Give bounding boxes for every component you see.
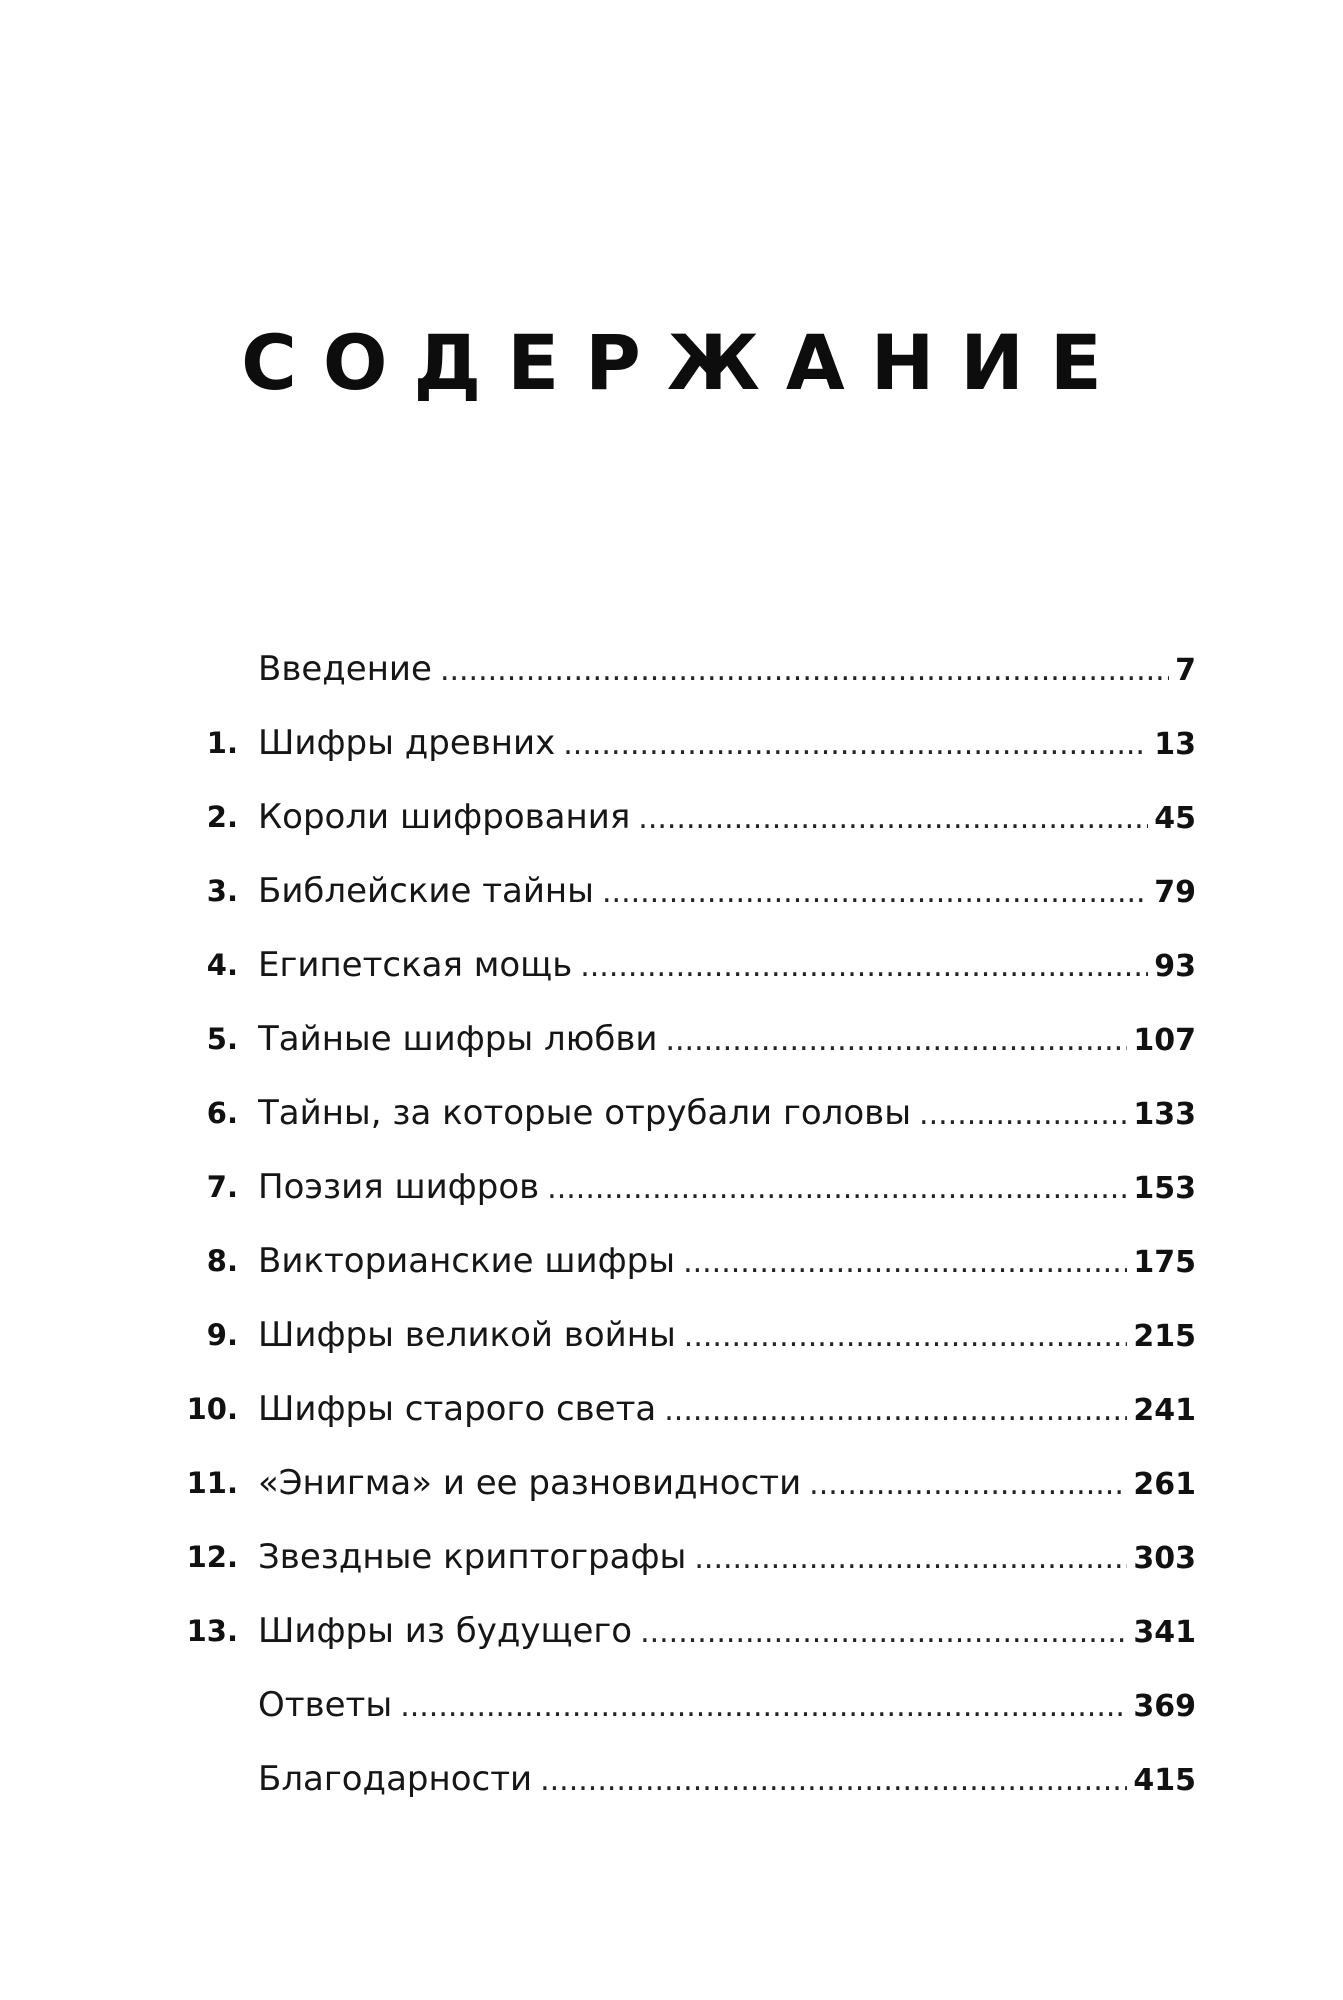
toc-entry: [258, 871, 1196, 911]
toc-entry: [258, 1611, 1196, 1651]
dot-leader: [563, 727, 1148, 762]
chapter-title: Тайны, за которые отрубали головы: [258, 1093, 912, 1133]
table-of-contents: [170, 632, 1196, 1816]
page-number: 153: [1133, 1171, 1196, 1206]
chapter-title: Ответы: [258, 1685, 393, 1725]
dot-leader: [547, 1171, 1127, 1206]
toc-item[interactable]: [170, 1668, 1196, 1742]
chapter-number: 9.: [206, 1318, 238, 1352]
toc-item[interactable]: [170, 1742, 1196, 1816]
toc-item[interactable]: [170, 706, 1196, 780]
toc-item[interactable]: [170, 928, 1196, 1002]
chapter-title: Звездные криптографы: [258, 1537, 687, 1577]
toc-item[interactable]: [170, 1224, 1196, 1298]
page-number: 303: [1133, 1541, 1196, 1576]
dot-leader: [694, 1541, 1127, 1576]
page-number: 79: [1154, 875, 1196, 910]
chapter-title: Короли шифрования: [258, 797, 631, 837]
chapter-title: Благодарности: [258, 1759, 533, 1799]
chapter-number: 4.: [206, 948, 238, 982]
chapter-title: Шифры великой войны: [258, 1315, 676, 1355]
toc-item[interactable]: [170, 632, 1196, 706]
page-number: 7: [1175, 653, 1196, 688]
page-number: 175: [1133, 1245, 1196, 1280]
toc-item[interactable]: [170, 1298, 1196, 1372]
toc-entry: [258, 1315, 1196, 1355]
toc-item[interactable]: [170, 1594, 1196, 1668]
page-number: 13: [1154, 727, 1196, 762]
chapter-title: Библейские тайны: [258, 871, 594, 911]
toc-entry: [258, 945, 1196, 985]
chapter-number: 7.: [206, 1170, 238, 1204]
toc-item[interactable]: [170, 1076, 1196, 1150]
toc-entry: [258, 797, 1196, 837]
page-number: 261: [1133, 1467, 1196, 1502]
chapter-number: 12.: [186, 1540, 238, 1574]
dot-leader: [919, 1097, 1127, 1132]
chapter-number: 13.: [186, 1614, 238, 1648]
chapter-title: Введение: [258, 649, 432, 689]
page-title: СОДЕРЖАНИЕ: [241, 318, 1128, 407]
toc-item[interactable]: [170, 780, 1196, 854]
page-number: 341: [1133, 1615, 1196, 1650]
page-number: 133: [1133, 1097, 1196, 1132]
dot-leader: [665, 1023, 1127, 1058]
chapter-title: Тайные шифры любви: [258, 1019, 658, 1059]
chapter-number: 5.: [206, 1022, 238, 1056]
toc-entry: [258, 1759, 1196, 1799]
chapter-number: 3.: [206, 874, 238, 908]
chapter-title: Викторианские шифры: [258, 1241, 676, 1281]
toc-item[interactable]: [170, 1372, 1196, 1446]
dot-leader: [580, 949, 1148, 984]
toc-item[interactable]: [170, 1150, 1196, 1224]
toc-entry: [258, 1537, 1196, 1577]
page-number: 107: [1133, 1023, 1196, 1058]
dot-leader: [664, 1393, 1127, 1428]
toc-entry: [258, 1093, 1196, 1133]
toc-entry: [258, 1241, 1196, 1281]
toc-entry: [258, 649, 1196, 689]
toc-entry: [258, 1389, 1196, 1429]
toc-entry: [258, 1463, 1196, 1503]
toc-item[interactable]: [170, 1002, 1196, 1076]
toc-item[interactable]: [170, 854, 1196, 928]
toc-item[interactable]: [170, 1446, 1196, 1520]
dot-leader: [684, 1319, 1128, 1354]
chapter-number: 8.: [206, 1244, 238, 1278]
chapter-number: 1.: [206, 726, 238, 760]
dot-leader: [440, 653, 1169, 688]
dot-leader: [640, 1615, 1127, 1650]
toc-entry: [258, 723, 1196, 763]
toc-entry: [258, 1685, 1196, 1725]
chapter-title: Шифры древних: [258, 723, 556, 763]
chapter-number: 10.: [186, 1392, 238, 1426]
toc-entry: [258, 1167, 1196, 1207]
page-number: 241: [1133, 1393, 1196, 1428]
dot-leader: [638, 801, 1148, 836]
chapter-number: 11.: [186, 1466, 238, 1500]
chapter-title: Поэзия шифров: [258, 1167, 540, 1207]
dot-leader: [400, 1689, 1127, 1724]
chapter-number: 6.: [206, 1096, 238, 1130]
toc-entry: [258, 1019, 1196, 1059]
dot-leader: [540, 1763, 1127, 1798]
chapter-title: Шифры старого света: [258, 1389, 657, 1429]
page-number: 45: [1154, 801, 1196, 836]
chapter-title: Шифры из будущего: [258, 1611, 633, 1651]
page-number: 415: [1133, 1763, 1196, 1798]
dot-leader: [602, 875, 1148, 910]
toc-item[interactable]: [170, 1520, 1196, 1594]
dot-leader: [683, 1245, 1127, 1280]
page-number: 215: [1133, 1319, 1196, 1354]
chapter-title: «Энигма» и ее разновидности: [258, 1463, 802, 1503]
page-number: 369: [1133, 1689, 1196, 1724]
chapter-title: Египетская мощь: [258, 945, 573, 985]
chapter-number: 2.: [206, 800, 238, 834]
page-number: 93: [1154, 949, 1196, 984]
dot-leader: [809, 1467, 1127, 1502]
